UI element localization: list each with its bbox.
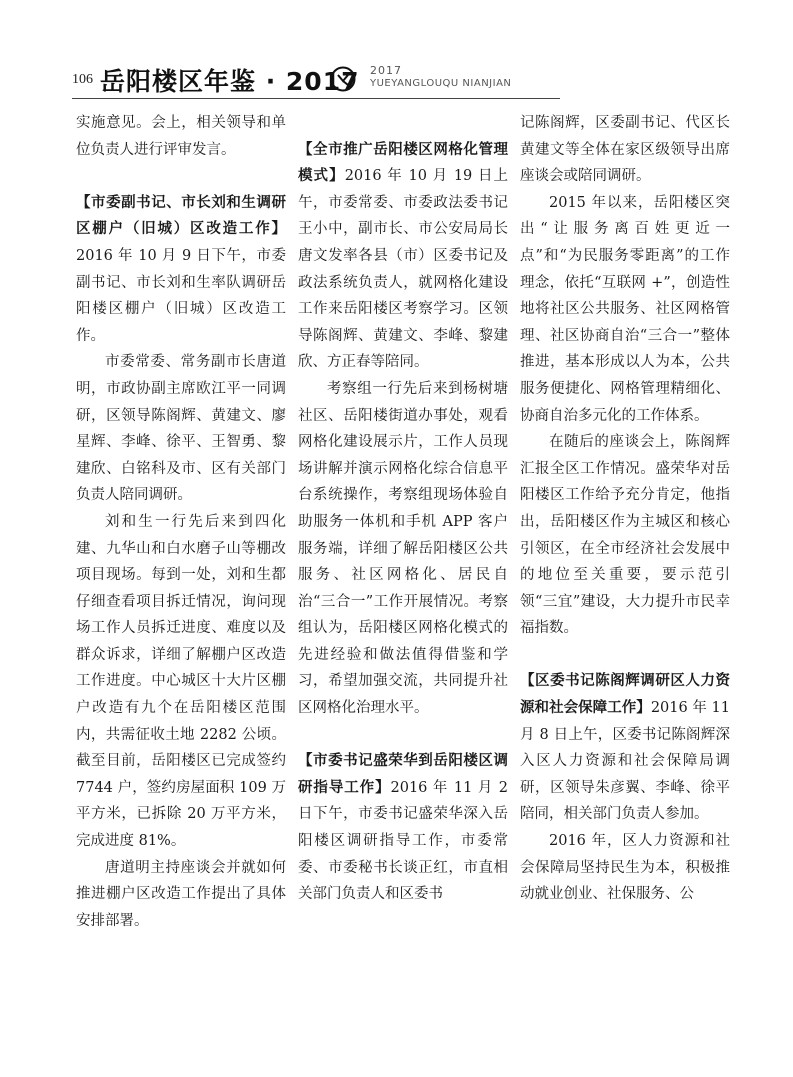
header-divider [72,98,560,99]
section-heading: 【全市推广岳阳楼区网格化管理模式】 [298,141,508,185]
header-pinyin: YUEYANGLOUQU NIANJIAN [370,78,512,89]
paragraph: 记陈阁辉，区委副书记、代区长黄建文等全体在家区级领导出席座谈会或陪同调研。 [520,115,730,185]
section-lead-text: 2016 年 11 月 2 日下午，市委书记盛荣华深入岳阳楼区调研指导工作，市委常委、市委秘书长谈正红，市直相关部门负责人和区委书 [298,779,509,903]
paragraph: 市委常委、常务副市长唐道明，市政协副主席欧江平一同调研，区领导陈阁辉、黄建文、廖星辉、李峰、徐平、王智勇、黎建欣、白铭科及市、区有关部门负责人陪同调研。 [76,354,286,504]
section-paragraph [298,137,508,376]
section-paragraph [520,668,730,828]
page-number: 106 [72,72,93,87]
text-column-2 [298,110,508,908]
section-paragraph [76,190,286,350]
section-heading: 【区委书记陈阁辉调研区人力资源和社会保障工作】 [520,673,730,717]
section-gap [520,642,730,669]
text-column-1 [76,110,286,934]
section-heading: 【市委书记盛荣华到岳阳楼区调研指导工作】 [298,753,508,796]
section-gap [298,110,508,137]
paragraph: 实施意见。会上，相关领导和单位负责人进行评审发言。 [76,115,286,158]
book-title: 岳阳楼区年鉴 · 2017 [100,67,360,96]
paragraph: 2015 年以来，岳阳楼区突出“让服务离百姓更近一点”和“为民服务零距离”的工作理念，依托“互联网 +”，创造性地将社区公共服务、社区网格管理、社区协商自治“三合一”整体推进，基本形成以人为本，公共服务便捷化、网格管理精细化、协商自治多元化的工作体系。 [520,194,730,424]
page-header [72,62,732,98]
section-gap [76,163,286,190]
paragraph: 唐道明主持座谈会并就如何推进棚户区改造工作提出了具体安排部署。 [76,859,286,929]
section-lead-text: 2016 年 10 月 19 日上午，市委常委、市委政法委书记王小中，副市长、市公安局局长唐文发率各县（市）区委书记及政法系统负责人，就网格化建设工作来岳阳楼区考察学习。区领导陈阁辉、黄建文、李峰、黎建欣、方正春等陪同。 [298,168,509,371]
section-gap [298,722,508,749]
text-column-3 [520,110,730,908]
circled-arrow-logo-icon [330,66,356,92]
paragraph: 考察组一行先后来到杨树塘社区、岳阳楼街道办事处，观看网格化建设展示片，工作人员现场讲解并演示网格化综合信息平台系统操作，考察组现场体验自助服务一体机和手机 APP 客户服务端，详细了解岳阳楼区公共服务、社区网格化、居民自治“三合一”工作开展情况。考察组认为，岳阳楼区网格化模式的先进经验和做法值得借鉴和学习，希望加强交流，共同提升社区网格化治理水平。 [298,380,508,717]
section-lead-text: 2016 年 10 月 9 日下午，市委副书记、市长刘和生率队调研岳阳楼区棚户（旧城）区改造工作。 [76,247,286,344]
paragraph: 刘和生一行先后来到四化建、九华山和白水磨子山等棚改项目现场。每到一处，刘和生都仔细查看项目拆迁情况，询问现场工作人员拆迁进度、难度以及群众诉求，详细了解棚户区改造工作进度。中心城区十大片区棚户改造有九个在岳阳楼区范围内，共需征收土地 2282 公顷。截至目前，岳阳楼区已完成签约 7744 户，签约房屋面积 109 万平方米，已拆除 20 万平方米，完成进度 81%。 [76,513,286,850]
section-heading: 【市委副书记、市长刘和生调研区棚户（旧城）区改造工作】 [76,194,286,238]
header-year: 2017 [370,64,402,77]
paragraph: 在随后的座谈会上，陈阁辉汇报全区工作情况。盛荣华对岳阳楼区工作给予充分肯定，他指出，岳阳楼区作为主城区和核心引领区，在全市经济社会发展中的地位至关重要，要示范引领“三宜”建设，大力提升市民幸福指数。 [520,434,730,637]
section-paragraph [298,748,508,908]
section-lead-text: 2016 年 11 月 8 日上午，区委书记陈阁辉深入区人力资源和社会保障局调研，区领导朱彦翼、李峰、徐平陪同，相关部门负责人参加。 [520,700,731,823]
paragraph: 2016 年，区人力资源和社会保障局坚持民生为本，积极推动就业创业、社保服务、公 [520,833,730,903]
